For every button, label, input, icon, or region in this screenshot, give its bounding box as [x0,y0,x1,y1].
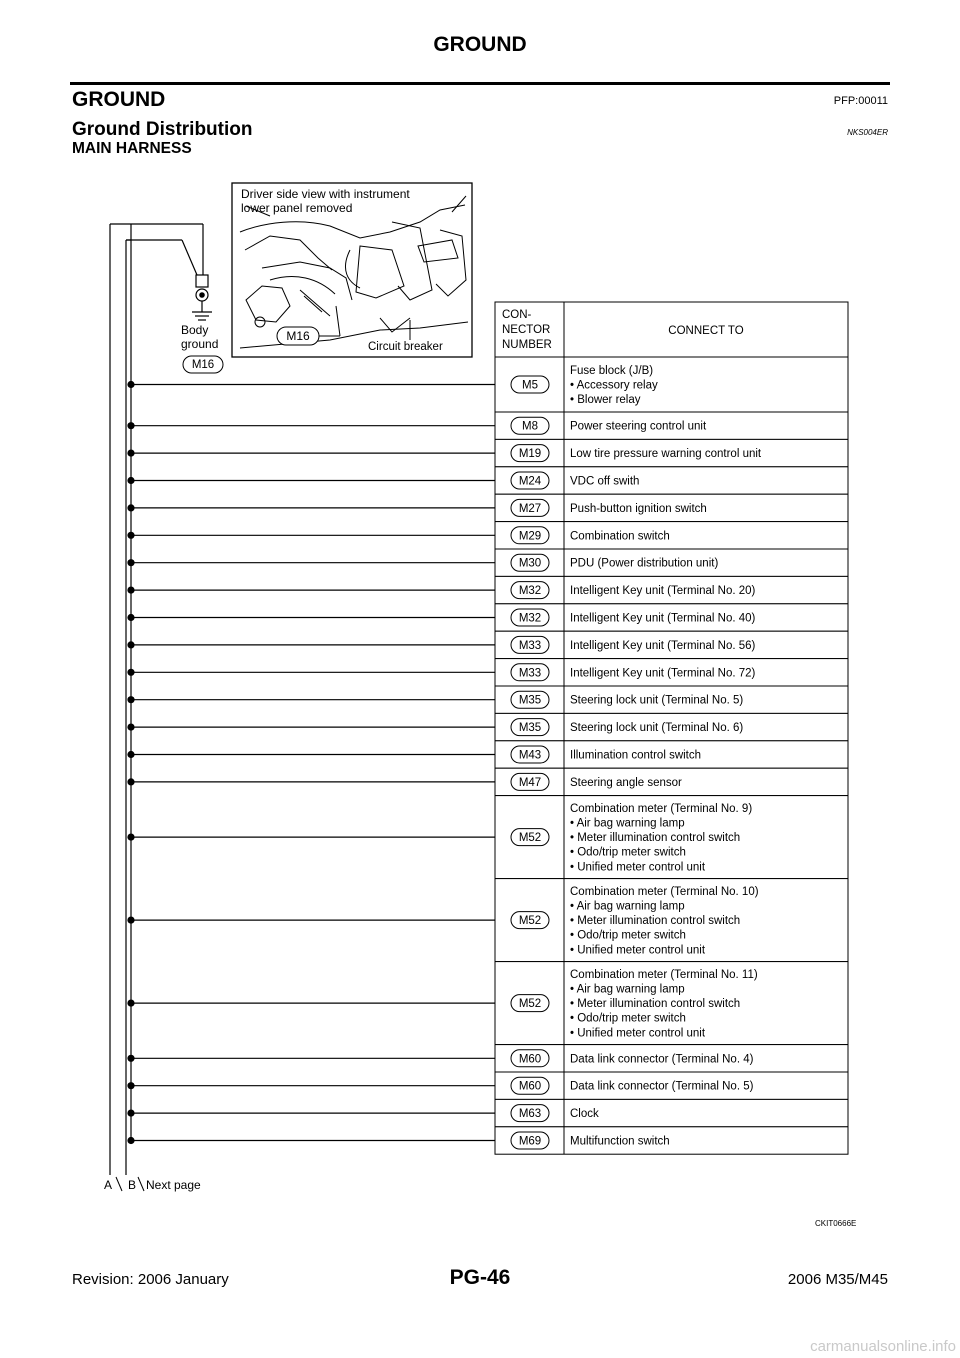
next-marker-a: A [104,1178,113,1192]
subsection-title: Ground Distribution [72,119,253,140]
connector-number: M52 [518,998,542,1011]
connector-number: M69 [518,1135,542,1148]
connect-to-text: Push-button ignition switch [570,502,707,515]
connect-to-text: Data link connector (Terminal No. 4) [570,1053,754,1066]
connector-table-rows [495,357,848,1154]
connector-number: M5 [522,379,538,392]
harness-title: MAIN HARNESS [72,140,192,157]
connector-number: M47 [518,776,542,789]
connect-to-text: Data link connector (Terminal No. 5) [570,1080,754,1093]
figure-reference-code: CKIT0666E [815,1219,857,1228]
table-row [495,357,848,412]
connect-to-text: Intelligent Key unit (Terminal No. 56) [570,639,756,652]
next-page-markers [104,1160,201,1192]
ground-wires [110,224,511,1160]
table-row [495,1127,848,1154]
connect-to-text: Multifunction switch [570,1135,670,1148]
connector-number: M43 [518,749,542,762]
body-ground-symbol [110,224,212,320]
next-page-label: Next page [146,1178,201,1192]
connector-number: M63 [518,1108,542,1121]
table-row [495,522,848,549]
footer-revision: Revision: 2006 January [72,1271,229,1288]
col-header-connector-2: NECTOR [502,324,551,336]
col-header-connector-1: CON- [502,309,532,321]
connector-number: M52 [518,915,542,928]
inset-caption-line-2: lower panel removed [241,201,353,215]
connect-to-text: Low tire pressure warning control unit [570,448,762,461]
connect-to-text: • Air bag warning lamp [570,900,685,913]
table-row [495,1099,848,1126]
connect-to-text: • Odo/trip meter switch [570,929,686,942]
connect-to-text: • Meter illumination control switch [570,998,741,1011]
ground-connector-label: M16 [191,359,215,371]
body-ground-label-2: ground [181,337,219,351]
connector-number: M32 [518,585,542,598]
connect-to-text: Combination meter (Terminal No. 10) [570,885,759,898]
connector-number: M19 [518,448,542,461]
connector-number: M30 [518,557,542,570]
table-row [495,412,848,439]
table-row [495,796,848,879]
connect-to-text: • Unified meter control unit [570,861,706,874]
connect-to-text: VDC off swith [570,475,640,488]
connect-to-text: • Odo/trip meter switch [570,846,686,859]
connect-to-text: Steering lock unit (Terminal No. 6) [570,722,744,735]
connect-to-text: Fuse block (J/B) [570,364,654,377]
table-row [495,741,848,768]
table-row [495,631,848,658]
connector-number: M32 [518,612,542,625]
table-row [495,439,848,466]
connect-to-text: Combination meter (Terminal No. 9) [570,802,753,815]
col-header-connect-to: CONNECT TO [668,325,744,337]
inset-connector-label: M16 [286,329,310,343]
connector-number: M52 [518,832,542,845]
connect-to-text: Intelligent Key unit (Terminal No. 40) [570,612,756,625]
footer-model: 2006 M35/M45 [787,1271,888,1288]
connector-number: M24 [518,475,542,488]
inset-caption-line-1: Driver side view with instrument [241,187,410,201]
table-row [495,962,848,1045]
table-row [495,686,848,713]
table-row [495,768,848,795]
table-row [495,713,848,740]
connect-to-text: PDU (Power distribution unit) [570,557,719,570]
table-row [495,549,848,576]
connect-to-text: • Blower relay [570,394,641,407]
table-row [495,1072,848,1099]
connect-to-text: Steering lock unit (Terminal No. 5) [570,694,744,707]
table-row [495,1045,848,1072]
connect-to-text: • Odo/trip meter switch [570,1012,686,1025]
inset-breaker-label: Circuit breaker [368,341,443,353]
connect-to-text: • Air bag warning lamp [570,983,685,996]
table-row [495,604,848,631]
connector-number: M60 [518,1080,542,1093]
connect-to-text: • Air bag warning lamp [570,817,685,830]
connect-to-text: Illumination control switch [570,749,702,762]
connect-to-text: Combination meter (Terminal No. 11) [570,968,758,981]
connector-number: M60 [518,1053,542,1066]
connector-number: M33 [518,667,542,680]
connect-to-text: • Unified meter control unit [570,944,706,957]
table-row [495,879,848,962]
table-row [495,659,848,686]
col-header-connector-3: NUMBER [502,339,552,351]
connect-to-text: Power steering control unit [570,420,707,433]
connect-to-text: Intelligent Key unit (Terminal No. 72) [570,667,756,680]
next-marker-b: B [128,1178,137,1192]
connect-to-text: • Meter illumination control switch [570,832,741,845]
inset-photo [232,183,472,357]
table-row [495,576,848,603]
connect-to-text: Clock [570,1108,599,1121]
footer-page-number: PG-46 [449,1266,511,1289]
connect-to-text: • Unified meter control unit [570,1027,706,1040]
table-row [495,467,848,494]
connect-to-text: Intelligent Key unit (Terminal No. 20) [570,585,756,598]
connector-number: M33 [518,639,542,652]
connect-to-text: • Meter illumination control switch [570,915,741,928]
connector-number: M35 [518,694,542,707]
pfp-code: PFP:00011 [833,95,888,107]
connect-to-text: Combination switch [570,530,670,543]
connector-number: M29 [518,530,542,543]
connect-to-text: Steering angle sensor [570,776,682,789]
table-header [495,302,848,357]
running-header-title: GROUND [433,33,527,56]
connector-number: M27 [518,502,542,515]
connect-to-text: • Accessory relay [570,379,658,392]
body-ground-label-1: Body [181,323,209,337]
watermark-text: carmanualsonline.info [810,1338,956,1355]
section-title: GROUND [72,88,166,111]
connector-number: M8 [522,420,538,433]
connector-number: M35 [518,722,542,735]
table-row [495,494,848,521]
nks-code: NKS004ER [847,128,888,137]
